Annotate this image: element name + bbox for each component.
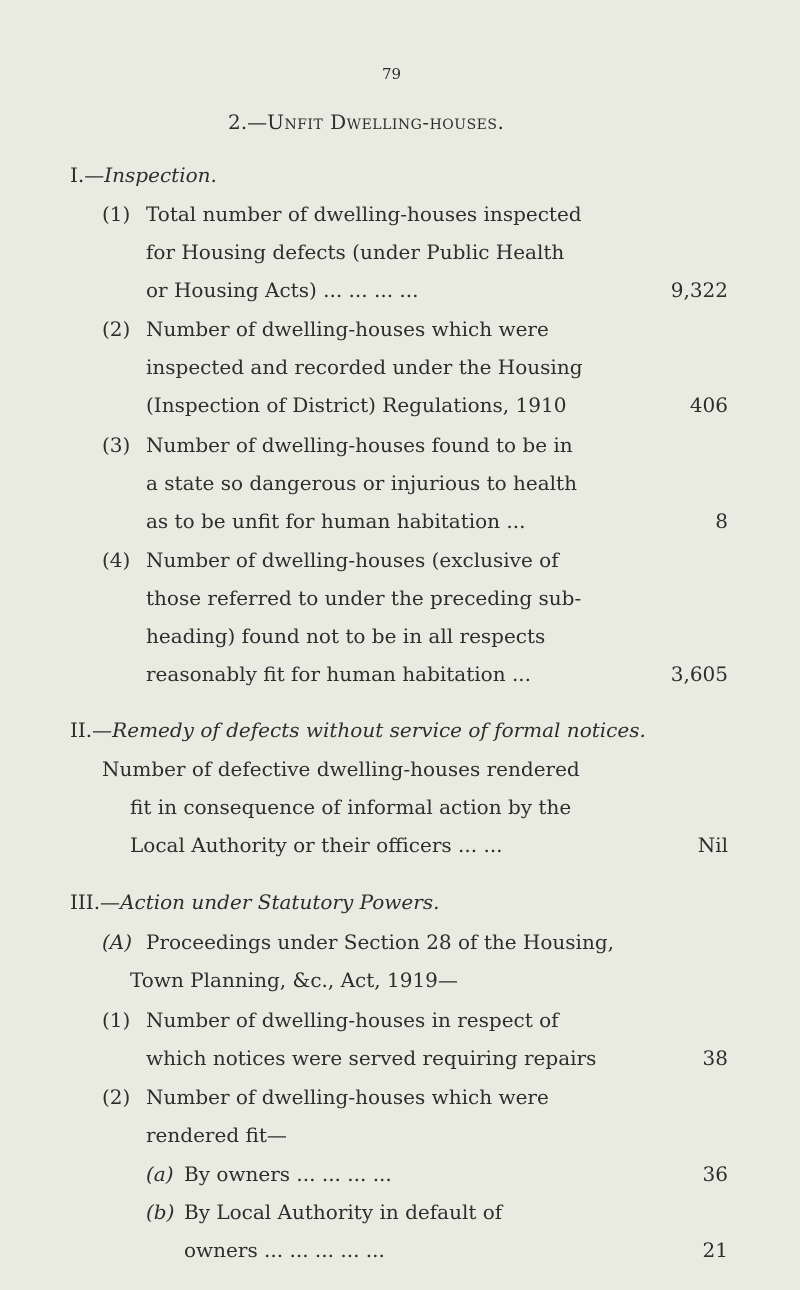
item-4-line-2: those referred to under the preceding sub-	[146, 586, 582, 610]
item-3-line-3: as to be unfit for human habitation ...	[146, 509, 526, 533]
item-1-label: (1)	[102, 202, 131, 226]
item-4-line-3: heading) found not to be in all respects	[146, 624, 546, 648]
item-3-label: (3)	[102, 433, 131, 457]
sub-b-line-1: By Local Authority in default of	[184, 1200, 503, 1224]
section-2-line-2: fit in consequence of informal action by the	[130, 795, 572, 819]
subsection-a-line-1: Proceedings under Section 28 of the Housing,	[146, 930, 614, 954]
sub-a-label: (a)	[146, 1162, 174, 1186]
item-2-line-2: inspected and recorded under the Housing	[146, 355, 583, 379]
item-1-line-3: or Housing Acts) ... ... ... ...	[146, 278, 419, 302]
subsection-a-line-2: Town Planning, &c., Act, 1919—	[130, 968, 458, 992]
item-4-line-4: reasonably fit for human habitation ...	[146, 662, 532, 686]
sub-a-value: 36	[702, 1162, 728, 1186]
section-2-numeral: II.—	[70, 718, 113, 742]
subitem-1-line-2: which notices were served requiring repairs	[146, 1046, 597, 1070]
section-2-heading	[70, 718, 646, 742]
item-2-value: 406	[689, 393, 728, 417]
subitem-1-label: (1)	[102, 1008, 131, 1032]
item-2-line-3: (Inspection of District) Regulations, 1910	[146, 393, 567, 417]
item-2-label: (2)	[102, 317, 131, 341]
title-prefix: 2.—	[228, 110, 268, 134]
subitem-1-value: 38	[702, 1046, 728, 1070]
item-3-value: 8	[715, 509, 728, 533]
subsection-a-label: (A)	[102, 930, 133, 954]
section-3-title: Action under Statutory Powers.	[120, 890, 440, 914]
subitem-2-line-1: Number of dwelling-houses which were	[146, 1085, 549, 1109]
subitem-1-line-1: Number of dwelling-houses in respect of	[146, 1008, 559, 1032]
subitem-2-label: (2)	[102, 1085, 131, 1109]
item-3-line-1: Number of dwelling-houses found to be in	[146, 433, 573, 457]
subitem-2-line-2: rendered fit—	[146, 1123, 287, 1147]
page-title	[228, 110, 504, 134]
item-1-line-2: for Housing defects (under Public Health	[146, 240, 565, 264]
item-2-line-1: Number of dwelling-houses which were	[146, 317, 549, 341]
section-3-heading	[70, 890, 439, 914]
section-2-value: Nil	[697, 833, 728, 857]
section-1-numeral: I.—	[70, 163, 105, 187]
sub-a-text: By owners ... ... ... ...	[184, 1162, 392, 1186]
sub-b-value: 21	[702, 1238, 728, 1262]
section-1-heading	[70, 163, 217, 187]
item-4-label: (4)	[102, 548, 131, 572]
sub-b-line-2: owners ... ... ... ... ...	[184, 1238, 385, 1262]
section-2-line-3: Local Authority or their officers ... ...	[130, 833, 503, 857]
item-1-value: 9,322	[670, 278, 728, 302]
section-2-line-1: Number of defective dwelling-houses rendered	[102, 757, 580, 781]
item-3-line-2: a state so dangerous or injurious to health	[146, 471, 577, 495]
section-2-title: Remedy of defects without service of formal notices.	[112, 718, 646, 742]
item-4-value: 3,605	[670, 662, 728, 686]
item-4-line-1: Number of dwelling-houses (exclusive of	[146, 548, 559, 572]
sub-b-label: (b)	[146, 1200, 175, 1224]
item-1-line-1: Total number of dwelling-houses inspected	[146, 202, 582, 226]
title-text: Unfit Dwelling-houses.	[267, 110, 505, 134]
section-1-title: Inspection.	[104, 163, 217, 187]
page-number: 79	[382, 65, 402, 83]
section-3-numeral: III.—	[70, 890, 121, 914]
